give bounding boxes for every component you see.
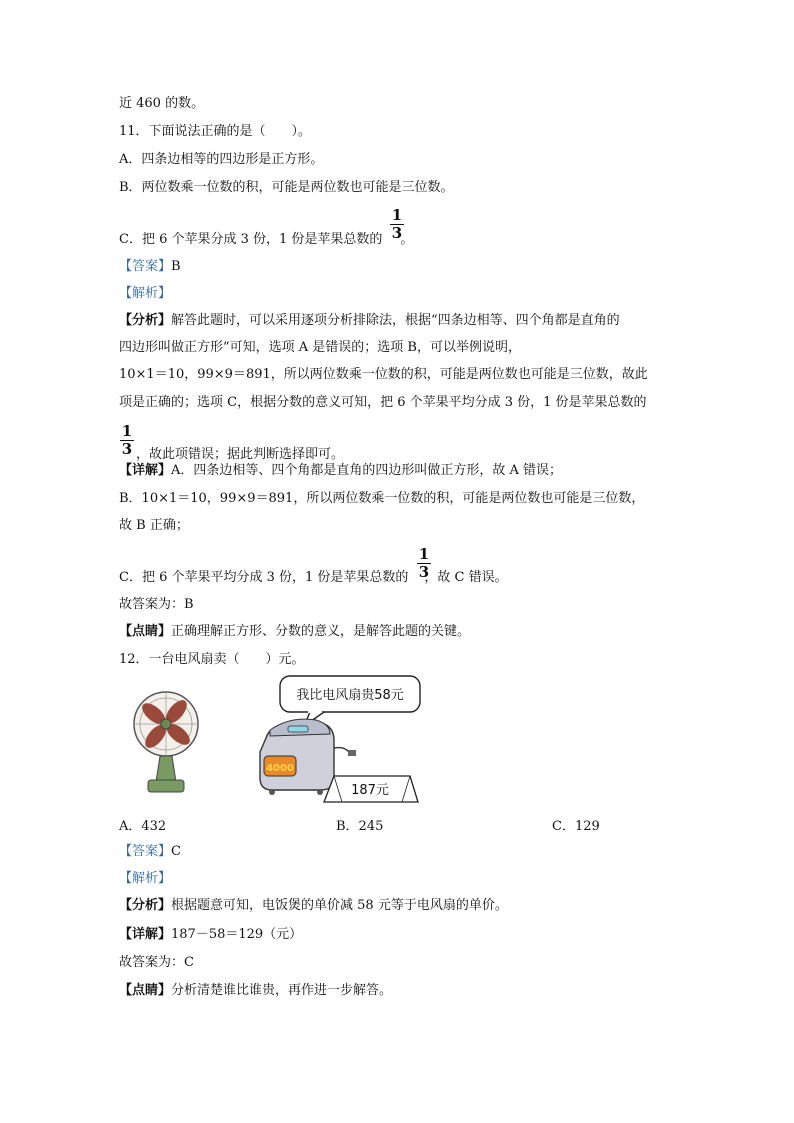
fraction-denominator: 3: [121, 440, 133, 458]
fraction-one-third: [120, 424, 134, 457]
cooker-label: 4000: [266, 763, 294, 774]
q11-answer: [119, 259, 181, 275]
answer-tag: 【答案】: [119, 259, 172, 274]
fraction-denominator: 3: [391, 224, 403, 242]
q11-xiangjie-3: 故 B 正确；: [119, 518, 189, 533]
xiangjie-4-text: C．把 6 个苹果平均分成 3 份，1 份是苹果总数的: [119, 570, 409, 585]
xiangjie-tag: 【详解】: [119, 927, 172, 942]
dianjing-tag: 【点睛】: [119, 983, 172, 998]
xiangjie-text: 187－58＝129（元）: [171, 927, 303, 942]
q11-option-c: [119, 232, 413, 248]
q12-xiangjie: [119, 927, 302, 943]
q11-xiangjie-1: [119, 463, 562, 479]
fraction-numerator: 1: [121, 422, 133, 440]
q11-option-a: A．四条边相等的四边形是正方形。: [119, 152, 324, 167]
fenxi-text: 根据题意可知，电饭煲的单价减 58 元等于电风扇的单价。: [171, 898, 508, 913]
dianjing-text: 分析清楚谁比谁贵，再作进一步解答。: [171, 983, 393, 998]
q12-option-a: A．432: [119, 819, 167, 834]
q11-xiangjie-4: [119, 570, 508, 586]
answer-value: B: [171, 259, 181, 274]
fenxi-tag: 【分析】: [119, 898, 172, 913]
q12-option-b: B．245: [336, 819, 384, 834]
dianjing-text: 正确理解正方形、分数的意义，是解答此题的关键。: [171, 624, 471, 639]
q12-illustration: [120, 672, 440, 808]
fraction-denominator: 3: [418, 563, 430, 581]
speech-bubble: [280, 676, 420, 726]
q12-answer: [119, 844, 181, 860]
q11-dianjing: [119, 624, 470, 640]
q11-fenxi-5: ，故此项错误；据此判断选择即可。: [136, 447, 345, 462]
bubble-text: 我比电风扇贵58元: [296, 688, 404, 703]
xiangjie-text: A．四条边相等、四个角都是直角的四边形叫做正方形，故 A 错误；: [171, 463, 563, 478]
fraction-one-third: [417, 547, 431, 580]
q11-fenxi-4: 项是正确的；选项 C，根据分数的意义可知，把 6 个苹果平均分成 3 份，1 份是苹果总数的: [119, 395, 647, 410]
q12-option-c: C．129: [552, 819, 600, 834]
fraction-numerator: 1: [418, 545, 430, 563]
q11-jiexi-tag: 【解析】: [119, 286, 172, 301]
q11-xiangjie-2: B．10×1＝10，99×9＝891，所以两位数乘一位数的积，可能是两位数也可能是三位数，: [119, 491, 645, 506]
dianjing-tag: 【点睛】: [119, 624, 172, 639]
answer-value: C: [171, 844, 181, 859]
q11-fenxi-3: 10×1＝10，99×9＝891，所以两位数乘一位数的积，可能是两位数也可能是三位数，故此: [119, 367, 648, 382]
q11-option-b: B．两位数乘一位数的积，可能是两位数也可能是三位数。: [119, 180, 454, 195]
price-tag: [324, 776, 418, 802]
fraction-one-third: [390, 208, 404, 241]
electric-fan-icon: [134, 692, 198, 792]
q12-final-answer: 故答案为：C: [119, 955, 194, 970]
q11-option-c-text: C．把 6 个苹果分成 3 份，1 份是苹果总数的: [119, 232, 383, 247]
q10-tail: 近 460 的数。: [119, 96, 205, 111]
q12-dianjing: [119, 983, 392, 999]
q11-fenxi-2: 四边形叫做正方形”可知，选项 A 是错误的；选项 B，可以举例说明，: [119, 340, 521, 355]
answer-tag: 【答案】: [119, 844, 172, 859]
q11-fenxi-1: [119, 313, 620, 329]
fenxi-tag: 【分析】: [119, 313, 172, 328]
q12-jiexi-tag: 【解析】: [119, 871, 172, 886]
q11-option-c-end: 。: [400, 232, 414, 247]
fraction-numerator: 1: [391, 206, 403, 224]
q11-final-answer: 故答案为：B: [119, 597, 194, 612]
xiangjie-tag: 【详解】: [119, 463, 172, 478]
q11-stem: 11．下面说法正确的是（ ）。: [119, 124, 312, 139]
q12-stem: 12．一台电风扇卖（ ）元。: [119, 652, 305, 667]
fenxi-text: 解答此题时，可以采用逐项分析排除法，根据“四条边相等、四个角都是直角的: [171, 313, 620, 328]
q12-fenxi: [119, 898, 508, 914]
xiangjie-4-end: ，故 C 错误。: [424, 570, 508, 585]
price-tag-text: 187元: [351, 783, 389, 798]
